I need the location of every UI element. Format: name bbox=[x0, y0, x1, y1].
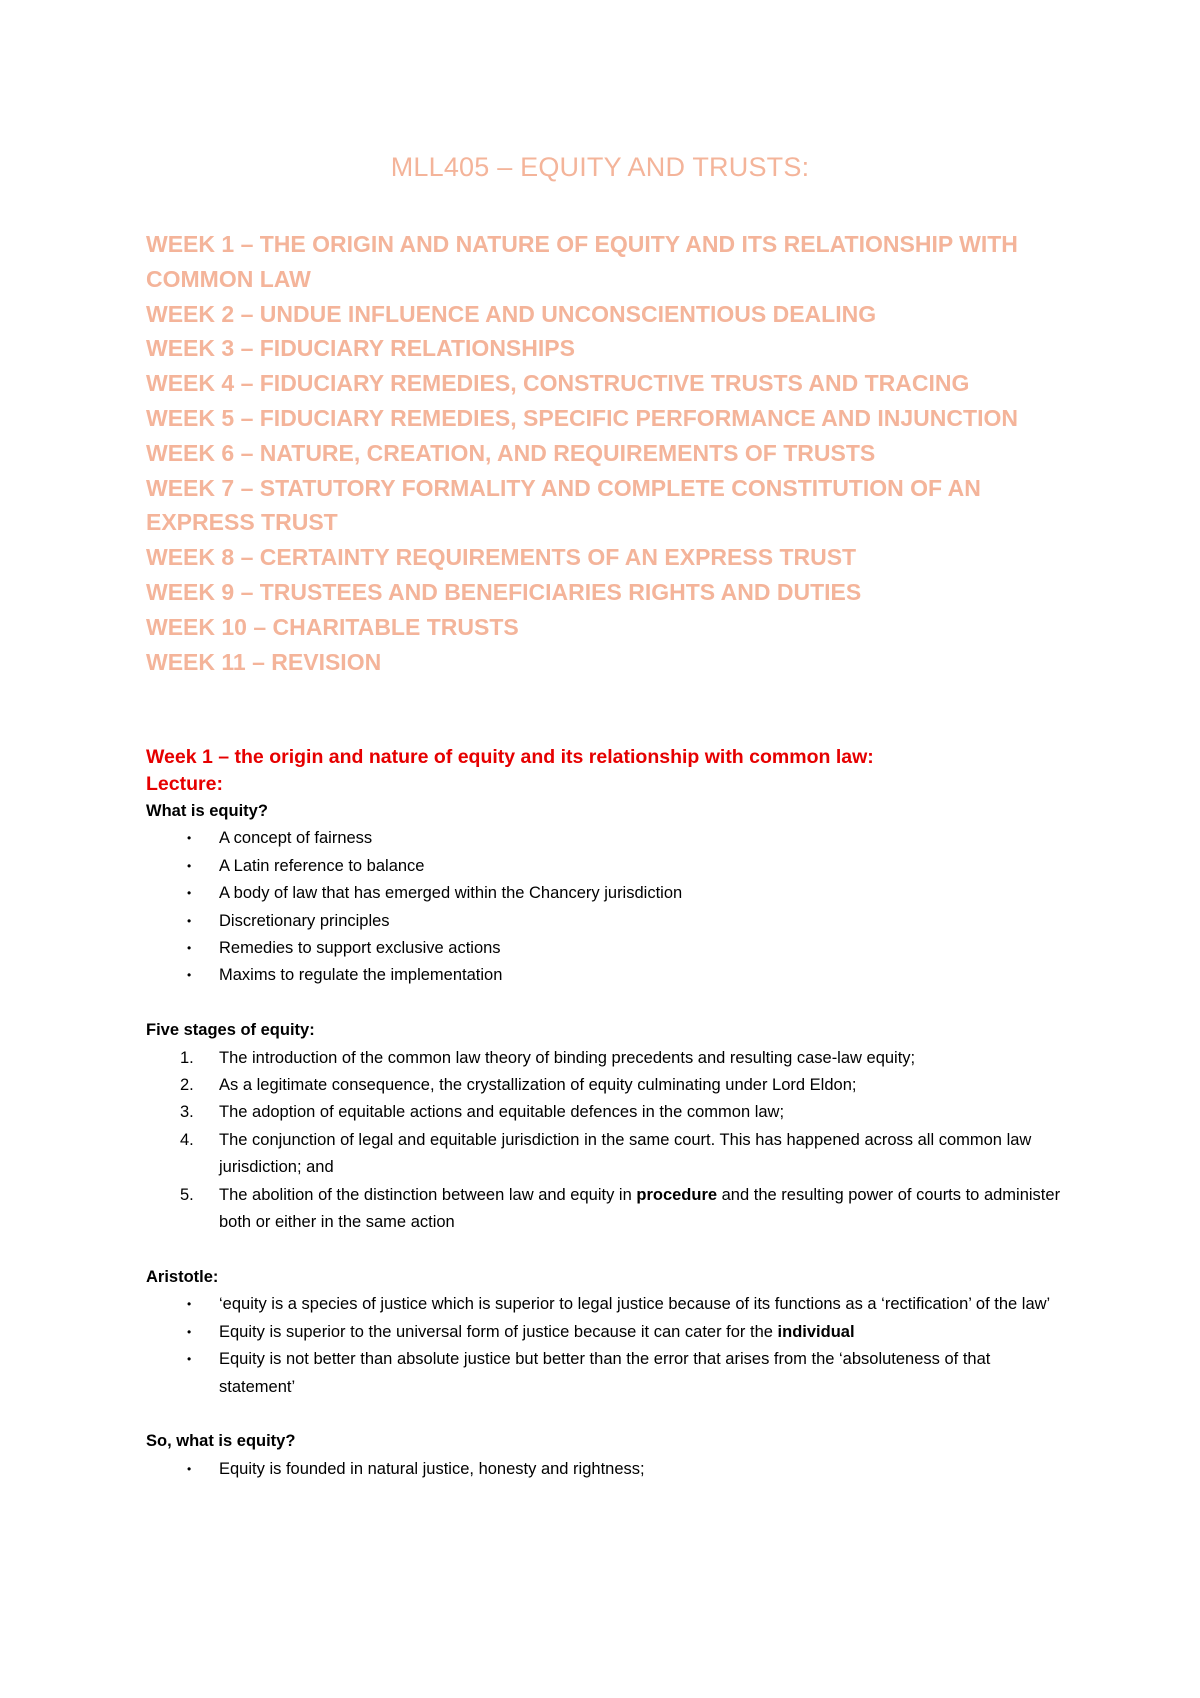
aristotle-heading: Aristotle: bbox=[146, 1267, 219, 1286]
list-item: • Maxims to regulate the implementation bbox=[146, 962, 1066, 989]
list-item: • Equity is not better than absolute justice but better than the error that arises from the ‘absoluteness of that statement’ bbox=[146, 1346, 1066, 1401]
bullet-icon: • bbox=[187, 1352, 192, 1367]
lecture-label: Lecture: bbox=[146, 773, 223, 795]
list-item: 3. The adoption of equitable actions and equitable defences in the common law; bbox=[146, 1099, 1066, 1126]
list-item: • A body of law that has emerged within the Chancery jurisdiction bbox=[146, 880, 1066, 907]
list-item: 1. The introduction of the common law theory of binding precedents and resulting case-law equity; bbox=[146, 1045, 1066, 1072]
bullet-icon: • bbox=[187, 831, 192, 846]
list-item: • Equity is superior to the universal form of justice because it can cater for the individual bbox=[146, 1319, 1066, 1346]
five-stages-list bbox=[146, 1045, 1066, 1237]
bullet-icon: • bbox=[187, 1324, 192, 1339]
list-number: 3. bbox=[180, 1103, 194, 1122]
toc-item-week-9: WEEK 9 – TRUSTEES AND BENEFICIARIES RIGHTS AND DUTIES bbox=[146, 578, 862, 605]
what-is-equity-heading: What is equity? bbox=[146, 802, 268, 820]
spacer bbox=[146, 1236, 1066, 1263]
emphasis-text: procedure bbox=[636, 1185, 718, 1204]
what-is-equity-list bbox=[146, 825, 1066, 989]
bullet-icon: • bbox=[187, 1461, 192, 1476]
spacer bbox=[146, 1401, 1066, 1428]
toc-item-week-8: WEEK 8 – CERTAINTY REQUIREMENTS OF AN EXPRESS TRUST bbox=[146, 544, 857, 571]
bullet-icon: • bbox=[187, 941, 192, 956]
toc-item-week-11: WEEK 11 – REVISION bbox=[146, 648, 382, 675]
bullet-icon: • bbox=[187, 1297, 192, 1312]
aristotle-list bbox=[146, 1291, 1066, 1401]
spacer bbox=[146, 990, 1066, 1017]
toc-item-week-7: WEEK 7 – STATUTORY FORMALITY AND COMPLETE CONSTITUTION OF AN EXPRESS TRUST bbox=[146, 474, 981, 536]
document-title: MLL405 – EQUITY AND TRUSTS: bbox=[390, 152, 810, 182]
toc-item-week-6: WEEK 6 – NATURE, CREATION, AND REQUIREMENTS OF TRUSTS bbox=[146, 439, 876, 466]
toc-item-week-2: WEEK 2 – UNDUE INFLUENCE AND UNCONSCIENTIOUS DEALING bbox=[146, 300, 877, 327]
list-number: 1. bbox=[180, 1048, 194, 1067]
bullet-icon: • bbox=[187, 913, 192, 928]
toc-item-week-5: WEEK 5 – FIDUCIARY REMEDIES, SPECIFIC PERFORMANCE AND INJUNCTION bbox=[146, 404, 1018, 431]
week-1-section bbox=[146, 744, 1066, 1483]
toc-item-week-4: WEEK 4 – FIDUCIARY REMEDIES, CONSTRUCTIVE TRUSTS AND TRACING bbox=[146, 370, 970, 397]
bullet-icon: • bbox=[187, 968, 192, 983]
list-number: 5. bbox=[180, 1185, 194, 1204]
list-item: • Remedies to support exclusive actions bbox=[146, 935, 1066, 962]
list-item: • ‘equity is a species of justice which is superior to legal justice because of its functions as a ‘rectification’ of the law’ bbox=[146, 1291, 1066, 1318]
emphasis-text: individual bbox=[777, 1322, 855, 1341]
bullet-icon: • bbox=[187, 886, 192, 901]
so-what-is-equity-list bbox=[146, 1456, 1066, 1483]
list-item: • A concept of fairness bbox=[146, 825, 1066, 852]
list-item: • A Latin reference to balance bbox=[146, 853, 1066, 880]
toc-item-week-10: WEEK 10 – CHARITABLE TRUSTS bbox=[146, 613, 519, 640]
so-what-is-equity-heading: So, what is equity? bbox=[146, 1432, 296, 1451]
list-item: • Discretionary principles bbox=[146, 908, 1066, 935]
list-item: 4. The conjunction of legal and equitable jurisdiction in the same court. This has happened across all common law jurisdiction; and bbox=[146, 1127, 1066, 1182]
toc-item-week-3: WEEK 3 – FIDUCIARY RELATIONSHIPS bbox=[146, 335, 575, 362]
list-item: 5. The abolition of the distinction between law and equity in procedure and the resulting power of courts to administer both or either in the same action bbox=[146, 1182, 1066, 1237]
five-stages-heading: Five stages of equity: bbox=[146, 1021, 315, 1040]
list-item: • Equity is founded in natural justice, honesty and rightness; bbox=[146, 1456, 1066, 1483]
week-1-heading: Week 1 – the origin and nature of equity and its relationship with common law: bbox=[146, 746, 874, 768]
list-number: 4. bbox=[180, 1130, 194, 1149]
bullet-icon: • bbox=[187, 858, 192, 873]
list-item: 2. As a legitimate consequence, the crystallization of equity culminating under Lord Eldon; bbox=[146, 1072, 1066, 1099]
table-of-contents bbox=[146, 227, 1076, 679]
toc-item-week-1: WEEK 1 – THE ORIGIN AND NATURE OF EQUITY AND ITS RELATIONSHIP WITH COMMON LAW bbox=[146, 231, 1018, 292]
list-number: 2. bbox=[180, 1076, 194, 1095]
